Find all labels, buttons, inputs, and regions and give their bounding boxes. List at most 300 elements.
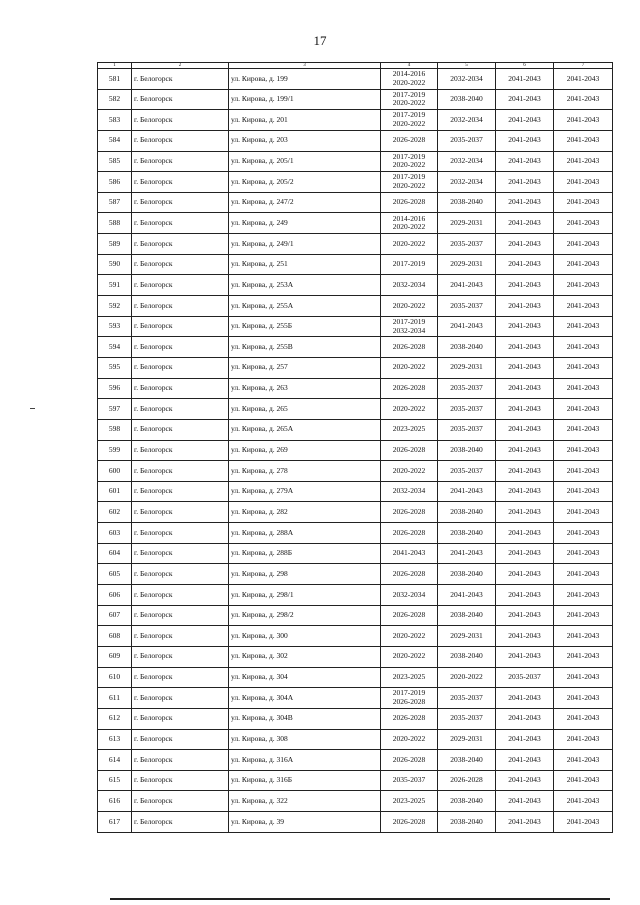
period-1-value: 2014-2016 [392, 213, 426, 223]
period-3-cell: 2035-2037 [496, 667, 554, 688]
period-1-cell [381, 750, 438, 771]
period-4-cell: 2041-2043 [554, 419, 613, 440]
period-4-cell: 2041-2043 [554, 275, 613, 296]
margin-mark [30, 408, 35, 409]
row-number: 609 [98, 646, 132, 667]
period-3-cell: 2041-2043 [496, 646, 554, 667]
period-1-cell [381, 316, 438, 337]
period-1-value: 2026-2028 [392, 527, 426, 537]
period-3-cell: 2041-2043 [496, 275, 554, 296]
period-1-cell [381, 337, 438, 358]
table-row [98, 626, 613, 647]
table-row [98, 89, 613, 110]
period-1-cell [381, 172, 438, 193]
city-cell: г. Белогорск [132, 523, 229, 544]
period-3-cell: 2041-2043 [496, 688, 554, 709]
address-cell: ул. Кирова, д. 203 [229, 130, 381, 151]
period-1-value: 2023-2025 [392, 672, 426, 682]
address-cell: ул. Кирова, д. 302 [229, 646, 381, 667]
city-cell: г. Белогорск [132, 481, 229, 502]
period-3-cell: 2041-2043 [496, 585, 554, 606]
row-number: 598 [98, 419, 132, 440]
period-1-value: 2020-2022 [392, 651, 426, 661]
period-2-cell: 2032-2034 [438, 151, 496, 172]
row-number: 583 [98, 110, 132, 131]
period-1-value: 2014-2016 [392, 69, 426, 79]
period-2-cell: 2038-2040 [438, 337, 496, 358]
city-cell: г. Белогорск [132, 357, 229, 378]
period-1-cell [381, 585, 438, 606]
period-4-cell: 2041-2043 [554, 688, 613, 709]
address-cell: ул. Кирова, д. 247/2 [229, 192, 381, 213]
table-row [98, 419, 613, 440]
period-1-value: 2026-2028 [392, 135, 426, 145]
row-number: 601 [98, 481, 132, 502]
city-cell: г. Белогорск [132, 729, 229, 750]
period-3-cell: 2041-2043 [496, 213, 554, 234]
period-4-cell: 2041-2043 [554, 523, 613, 544]
period-1-value: 2020-2022 [392, 630, 426, 640]
city-cell: г. Белогорск [132, 130, 229, 151]
period-1-value: 2020-2022 [392, 98, 426, 108]
period-2-cell: 2026-2028 [438, 770, 496, 791]
period-3-cell: 2041-2043 [496, 192, 554, 213]
period-4-cell: 2041-2043 [554, 234, 613, 255]
period-4-cell: 2041-2043 [554, 791, 613, 812]
period-3-cell: 2041-2043 [496, 130, 554, 151]
row-number: 581 [98, 69, 132, 90]
table-row [98, 234, 613, 255]
period-3-cell: 2041-2043 [496, 502, 554, 523]
period-1-value: 2026-2028 [392, 341, 426, 351]
period-4-cell: 2041-2043 [554, 770, 613, 791]
address-cell: ул. Кирова, д. 265 [229, 399, 381, 420]
period-1-cell [381, 646, 438, 667]
address-cell: ул. Кирова, д. 316А [229, 750, 381, 771]
city-cell: г. Белогорск [132, 564, 229, 585]
city-cell: г. Белогорск [132, 667, 229, 688]
period-1-cell [381, 69, 438, 90]
table-row [98, 357, 613, 378]
table-row [98, 502, 613, 523]
period-1-cell [381, 213, 438, 234]
period-1-cell [381, 791, 438, 812]
address-cell: ул. Кирова, д. 298/1 [229, 585, 381, 606]
period-2-cell: 2038-2040 [438, 812, 496, 833]
address-cell: ул. Кирова, д. 300 [229, 626, 381, 647]
row-number: 616 [98, 791, 132, 812]
column-number: 1 [98, 63, 132, 69]
city-cell: г. Белогорск [132, 502, 229, 523]
table-row [98, 729, 613, 750]
period-1-cell [381, 481, 438, 502]
address-cell: ул. Кирова, д. 255В [229, 337, 381, 358]
address-cell: ул. Кирова, д. 265А [229, 419, 381, 440]
city-cell: г. Белогорск [132, 708, 229, 729]
period-4-cell: 2041-2043 [554, 130, 613, 151]
period-4-cell: 2041-2043 [554, 151, 613, 172]
table-row [98, 812, 613, 833]
table-row [98, 646, 613, 667]
period-1-value: 2032-2034 [392, 279, 426, 289]
period-4-cell: 2041-2043 [554, 89, 613, 110]
period-1-cell [381, 605, 438, 626]
row-number: 604 [98, 543, 132, 564]
bottom-rule [110, 898, 610, 900]
period-3-cell: 2041-2043 [496, 729, 554, 750]
period-1-cell [381, 110, 438, 131]
period-2-cell: 2041-2043 [438, 316, 496, 337]
row-number: 610 [98, 667, 132, 688]
row-number: 590 [98, 254, 132, 275]
row-number: 597 [98, 399, 132, 420]
period-3-cell: 2041-2043 [496, 708, 554, 729]
row-number: 589 [98, 234, 132, 255]
period-2-cell: 2035-2037 [438, 378, 496, 399]
city-cell: г. Белогорск [132, 770, 229, 791]
table-row [98, 296, 613, 317]
table-row [98, 585, 613, 606]
period-3-cell: 2041-2043 [496, 89, 554, 110]
row-number: 603 [98, 523, 132, 544]
period-1-cell [381, 667, 438, 688]
period-3-cell: 2041-2043 [496, 461, 554, 482]
period-2-cell: 2035-2037 [438, 234, 496, 255]
period-2-cell: 2041-2043 [438, 543, 496, 564]
period-1-value: 2020-2022 [392, 181, 426, 191]
city-cell: г. Белогорск [132, 234, 229, 255]
city-cell: г. Белогорск [132, 461, 229, 482]
period-1-value: 2026-2028 [392, 506, 426, 516]
period-1-cell [381, 688, 438, 709]
period-1-value: 2026-2028 [392, 383, 426, 393]
period-1-value: 2017-2019 [392, 151, 426, 161]
period-4-cell: 2041-2043 [554, 750, 613, 771]
period-1-cell [381, 192, 438, 213]
period-1-cell [381, 770, 438, 791]
address-cell: ул. Кирова, д. 205/2 [229, 172, 381, 193]
address-cell: ул. Кирова, д. 279А [229, 481, 381, 502]
period-1-cell [381, 254, 438, 275]
period-3-cell: 2041-2043 [496, 419, 554, 440]
city-cell: г. Белогорск [132, 419, 229, 440]
address-cell: ул. Кирова, д. 288Б [229, 543, 381, 564]
row-number: 602 [98, 502, 132, 523]
column-number: 4 [381, 63, 438, 69]
period-2-cell: 2038-2040 [438, 440, 496, 461]
address-cell: ул. Кирова, д. 298/2 [229, 605, 381, 626]
table-row [98, 440, 613, 461]
row-number: 617 [98, 812, 132, 833]
period-2-cell: 2038-2040 [438, 605, 496, 626]
period-4-cell: 2041-2043 [554, 378, 613, 399]
period-4-cell: 2041-2043 [554, 646, 613, 667]
period-2-cell: 2029-2031 [438, 213, 496, 234]
address-cell: ул. Кирова, д. 205/1 [229, 151, 381, 172]
city-cell: г. Белогорск [132, 440, 229, 461]
period-4-cell: 2041-2043 [554, 110, 613, 131]
period-1-value: 2020-2022 [392, 238, 426, 248]
table-row [98, 791, 613, 812]
address-cell: ул. Кирова, д. 249 [229, 213, 381, 234]
period-3-cell: 2041-2043 [496, 481, 554, 502]
table-row [98, 316, 613, 337]
city-cell: г. Белогорск [132, 296, 229, 317]
city-cell: г. Белогорск [132, 316, 229, 337]
period-3-cell: 2041-2043 [496, 254, 554, 275]
row-number: 587 [98, 192, 132, 213]
city-cell: г. Белогорск [132, 213, 229, 234]
period-2-cell: 2038-2040 [438, 89, 496, 110]
row-number: 608 [98, 626, 132, 647]
period-1-value: 2035-2037 [392, 775, 426, 785]
period-3-cell: 2041-2043 [496, 812, 554, 833]
period-1-value: 2017-2019 [392, 688, 426, 698]
period-2-cell: 2035-2037 [438, 708, 496, 729]
period-4-cell: 2041-2043 [554, 461, 613, 482]
city-cell: г. Белогорск [132, 337, 229, 358]
period-2-cell: 2041-2043 [438, 481, 496, 502]
table-row [98, 770, 613, 791]
row-number: 615 [98, 770, 132, 791]
period-3-cell: 2041-2043 [496, 151, 554, 172]
period-4-cell: 2041-2043 [554, 440, 613, 461]
period-2-cell: 2041-2043 [438, 275, 496, 296]
table-row [98, 667, 613, 688]
row-number: 585 [98, 151, 132, 172]
period-2-cell: 2032-2034 [438, 110, 496, 131]
address-cell: ул. Кирова, д. 199 [229, 69, 381, 90]
period-1-value: 2041-2043 [392, 548, 426, 558]
city-cell: г. Белогорск [132, 254, 229, 275]
address-cell: ул. Кирова, д. 199/1 [229, 89, 381, 110]
period-2-cell: 2038-2040 [438, 791, 496, 812]
row-number: 586 [98, 172, 132, 193]
period-1-value: 2020-2022 [392, 160, 426, 170]
period-4-cell: 2041-2043 [554, 399, 613, 420]
row-number: 591 [98, 275, 132, 296]
period-1-value: 2026-2028 [392, 754, 426, 764]
period-4-cell: 2041-2043 [554, 213, 613, 234]
period-1-value: 2017-2019 [392, 110, 426, 120]
period-2-cell: 2035-2037 [438, 296, 496, 317]
row-number: 607 [98, 605, 132, 626]
address-cell: ул. Кирова, д. 253А [229, 275, 381, 296]
table-row [98, 192, 613, 213]
period-4-cell: 2041-2043 [554, 729, 613, 750]
address-cell: ул. Кирова, д. 263 [229, 378, 381, 399]
table-row [98, 481, 613, 502]
period-4-cell: 2041-2043 [554, 564, 613, 585]
period-3-cell: 2041-2043 [496, 564, 554, 585]
period-4-cell: 2041-2043 [554, 296, 613, 317]
address-cell: ул. Кирова, д. 298 [229, 564, 381, 585]
row-number: 593 [98, 316, 132, 337]
period-4-cell: 2041-2043 [554, 69, 613, 90]
period-4-cell: 2041-2043 [554, 543, 613, 564]
period-1-value: 2020-2022 [392, 465, 426, 475]
period-3-cell: 2041-2043 [496, 543, 554, 564]
period-1-value: 2020-2022 [392, 300, 426, 310]
period-4-cell: 2041-2043 [554, 172, 613, 193]
city-cell: г. Белогорск [132, 399, 229, 420]
table-row [98, 461, 613, 482]
address-cell: ул. Кирова, д. 255А [229, 296, 381, 317]
city-cell: г. Белогорск [132, 605, 229, 626]
address-cell: ул. Кирова, д. 251 [229, 254, 381, 275]
period-4-cell: 2041-2043 [554, 481, 613, 502]
column-number: 2 [132, 63, 229, 69]
city-cell: г. Белогорск [132, 89, 229, 110]
period-2-cell: 2035-2037 [438, 419, 496, 440]
row-number: 606 [98, 585, 132, 606]
period-2-cell: 2035-2037 [438, 130, 496, 151]
period-3-cell: 2041-2043 [496, 357, 554, 378]
city-cell: г. Белогорск [132, 110, 229, 131]
address-cell: ул. Кирова, д. 249/1 [229, 234, 381, 255]
table-row [98, 254, 613, 275]
period-1-value: 2026-2028 [392, 445, 426, 455]
period-1-cell [381, 130, 438, 151]
table-row [98, 688, 613, 709]
city-cell: г. Белогорск [132, 791, 229, 812]
period-1-value: 2026-2028 [392, 197, 426, 207]
period-4-cell: 2041-2043 [554, 708, 613, 729]
period-3-cell: 2041-2043 [496, 523, 554, 544]
row-number: 611 [98, 688, 132, 709]
city-cell: г. Белогорск [132, 812, 229, 833]
address-cell: ул. Кирова, д. 201 [229, 110, 381, 131]
city-cell: г. Белогорск [132, 151, 229, 172]
row-number: 594 [98, 337, 132, 358]
period-3-cell: 2041-2043 [496, 110, 554, 131]
period-3-cell: 2041-2043 [496, 626, 554, 647]
address-cell: ул. Кирова, д. 269 [229, 440, 381, 461]
table-row [98, 69, 613, 90]
period-1-value: 2032-2034 [392, 486, 426, 496]
period-1-value: 2020-2022 [392, 119, 426, 129]
period-1-value: 2026-2028 [392, 697, 426, 707]
row-number: 596 [98, 378, 132, 399]
period-1-cell [381, 729, 438, 750]
period-4-cell: 2041-2043 [554, 254, 613, 275]
city-cell: г. Белогорск [132, 585, 229, 606]
period-4-cell: 2041-2043 [554, 585, 613, 606]
address-cell: ул. Кирова, д. 304А [229, 688, 381, 709]
table-row [98, 151, 613, 172]
table-row [98, 378, 613, 399]
table-row [98, 523, 613, 544]
housing-register-table [97, 62, 613, 833]
period-4-cell: 2041-2043 [554, 502, 613, 523]
period-1-value: 2026-2028 [392, 610, 426, 620]
period-1-cell [381, 399, 438, 420]
period-1-cell [381, 502, 438, 523]
period-2-cell: 2029-2031 [438, 254, 496, 275]
period-2-cell: 2035-2037 [438, 688, 496, 709]
address-cell: ул. Кирова, д. 39 [229, 812, 381, 833]
period-2-cell: 2035-2037 [438, 399, 496, 420]
period-1-cell [381, 89, 438, 110]
period-1-cell [381, 523, 438, 544]
table-row [98, 399, 613, 420]
period-1-cell [381, 419, 438, 440]
table-row [98, 543, 613, 564]
period-1-cell [381, 151, 438, 172]
table-row [98, 172, 613, 193]
address-cell: ул. Кирова, д. 255Б [229, 316, 381, 337]
period-2-cell: 2038-2040 [438, 523, 496, 544]
city-cell: г. Белогорск [132, 543, 229, 564]
row-number: 592 [98, 296, 132, 317]
period-1-cell [381, 626, 438, 647]
row-number: 605 [98, 564, 132, 585]
city-cell: г. Белогорск [132, 750, 229, 771]
period-4-cell: 2041-2043 [554, 192, 613, 213]
period-4-cell: 2041-2043 [554, 812, 613, 833]
period-3-cell: 2041-2043 [496, 337, 554, 358]
period-3-cell: 2041-2043 [496, 69, 554, 90]
period-2-cell: 2032-2034 [438, 172, 496, 193]
table-row [98, 708, 613, 729]
period-2-cell: 2029-2031 [438, 626, 496, 647]
address-cell: ул. Кирова, д. 304 [229, 667, 381, 688]
table-body [98, 69, 613, 833]
period-1-value: 2017-2019 [392, 172, 426, 182]
period-4-cell: 2041-2043 [554, 316, 613, 337]
city-cell: г. Белогорск [132, 172, 229, 193]
period-1-cell [381, 461, 438, 482]
period-1-cell [381, 234, 438, 255]
period-3-cell: 2041-2043 [496, 750, 554, 771]
period-3-cell: 2041-2043 [496, 399, 554, 420]
period-1-cell [381, 708, 438, 729]
table-row [98, 130, 613, 151]
row-number: 612 [98, 708, 132, 729]
period-3-cell: 2041-2043 [496, 378, 554, 399]
period-2-cell: 2038-2040 [438, 646, 496, 667]
address-cell: ул. Кирова, д. 304В [229, 708, 381, 729]
column-number: 6 [496, 63, 554, 69]
row-number: 584 [98, 130, 132, 151]
period-3-cell: 2041-2043 [496, 316, 554, 337]
city-cell: г. Белогорск [132, 688, 229, 709]
period-3-cell: 2041-2043 [496, 440, 554, 461]
city-cell: г. Белогорск [132, 192, 229, 213]
period-2-cell: 2020-2022 [438, 667, 496, 688]
period-4-cell: 2041-2043 [554, 357, 613, 378]
period-1-cell [381, 440, 438, 461]
period-3-cell: 2041-2043 [496, 770, 554, 791]
row-number: 599 [98, 440, 132, 461]
address-cell: ул. Кирова, д. 288А [229, 523, 381, 544]
period-1-value: 2023-2025 [392, 424, 426, 434]
period-1-cell [381, 812, 438, 833]
period-3-cell: 2041-2043 [496, 296, 554, 317]
table-row [98, 750, 613, 771]
period-2-cell: 2029-2031 [438, 357, 496, 378]
period-1-cell [381, 543, 438, 564]
row-number: 595 [98, 357, 132, 378]
period-1-cell [381, 357, 438, 378]
address-cell: ул. Кирова, д. 257 [229, 357, 381, 378]
period-1-value: 2026-2028 [392, 816, 426, 826]
period-1-value: 2017-2019 [392, 259, 426, 269]
period-1-value: 2017-2019 [392, 89, 426, 99]
period-1-value: 2032-2034 [392, 589, 426, 599]
city-cell: г. Белогорск [132, 275, 229, 296]
row-number: 582 [98, 89, 132, 110]
